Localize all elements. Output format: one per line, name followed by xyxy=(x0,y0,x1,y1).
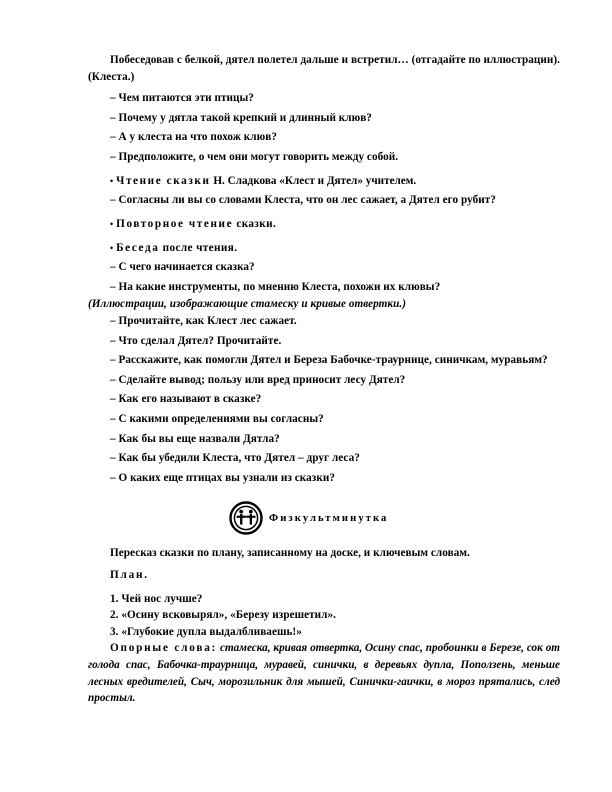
plan-item: 2. «Осину всковырял», «Березу изрешетил». xyxy=(110,609,336,622)
section-heading-conversation xyxy=(88,240,560,257)
question-item: – Как его называют в сказке? xyxy=(110,393,262,406)
spacer xyxy=(88,489,560,498)
plan-label: План. xyxy=(110,569,149,582)
question-item: – Как бы вы еще назвали Дятла? xyxy=(110,432,280,445)
keywords-text: стамеска, кривая отвертка, Осину спас, пробоинки в Березе, сок от голода спас, Бабочка-траурница, муравей, синички, в деревьях дупла, Поползень, меньше лесных вредителей, Сыч, морозильник для мышей, Синички-гаички, в мороз прятались, след простыл. xyxy=(88,642,560,705)
section-heading-reading-spaced: Чтение сказки xyxy=(116,174,211,187)
question-item: – Как бы убедили Клеста, что Дятел – друг леса? xyxy=(110,452,360,465)
plan-item: 3. «Глубокие дупла выдалбливаешь!» xyxy=(110,625,302,638)
section-heading-conversation-rest: после чтения. xyxy=(159,241,238,254)
question-item: – С какими определениями вы согласны? xyxy=(110,413,324,426)
question-item: – Прочитайте, как Клест лес сажает. xyxy=(110,315,297,328)
question-item: – Предположите, о чем они могут говорить между собой. xyxy=(110,150,399,163)
section-heading-conversation-spaced: Беседа xyxy=(116,241,160,254)
keywords-label: Опорные слова: xyxy=(110,642,218,655)
document-body xyxy=(88,52,560,707)
keywords-paragraph xyxy=(88,640,560,706)
question-item: – Почему у дятла такой крепкий и длинный клюв? xyxy=(110,111,372,124)
retelling-instruction: Пересказ сказки по плану, записанному на доске, и ключевым словам. xyxy=(110,547,470,560)
bullet-icon: • xyxy=(110,175,114,186)
question-item: – Сделайте вывод; пользу или вред приносит лесу Дятел? xyxy=(110,373,406,386)
question-item: – О каких еще птицах вы узнали из сказки? xyxy=(110,471,335,484)
bullet-icon: • xyxy=(110,242,114,253)
question-item: – На какие инструменты, по мнению Клеста, похожи их клювы? xyxy=(110,280,441,293)
question-item: – С чего начинается сказка? xyxy=(110,261,255,274)
question-item: – А у клеста на что похож клюв? xyxy=(110,131,277,144)
section-heading-reading xyxy=(88,173,560,190)
section-heading-rereading-rest: сказки. xyxy=(233,217,277,230)
intro-paragraph: Побеседовав с белкой, дятел полетел дальше и встретил… (отгадайте по иллюстрации). (Клеста.) xyxy=(88,54,560,83)
bullet-icon: • xyxy=(110,219,114,229)
section-heading-rereading-spaced: Повторное чтение xyxy=(116,217,234,230)
question-item: – Чем питаются эти птицы? xyxy=(110,92,254,105)
question-item: – Что сделал Дятел? Прочитайте. xyxy=(110,334,282,347)
section-heading-rereading xyxy=(88,216,560,233)
fizminutka-title: Физкультминутка xyxy=(269,512,389,524)
question-item: – Расскажите, как помогли Дятел и Береза Бабочке-траурнице, синичкам, муравьям? xyxy=(110,354,548,367)
fizminutka-block xyxy=(88,498,560,538)
section-heading-reading-rest: Н. Сладкова «Клест и Дятел» учителем. xyxy=(210,174,417,187)
illustration-note: (Иллюстрации, изображающие стамеску и кривые отвертки.) xyxy=(88,297,407,310)
question-after-reading: – Согласны ли вы со словами Клеста, что он лес сажает, а Дятел его рубит? xyxy=(110,194,496,207)
two-figures-circle-icon xyxy=(228,500,264,536)
plan-item: 1. Чей нос лучше? xyxy=(110,592,203,605)
